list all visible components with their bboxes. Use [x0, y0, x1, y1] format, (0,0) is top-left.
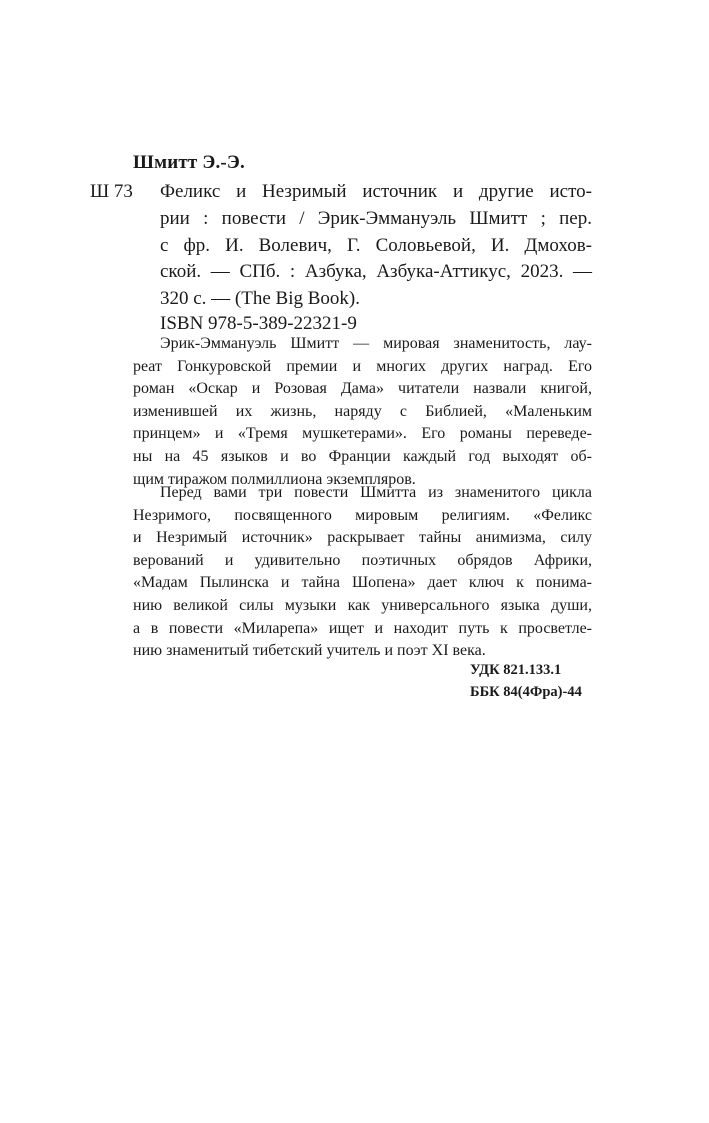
- annotation-line: Перед вами три повести Шмитта из знаменитого цикла: [160, 484, 592, 501]
- biblio-line: ской. — СПб. : Азбука, Азбука-Аттикус, 2023. —: [160, 261, 592, 283]
- annotation-line: нию знаменитый тибетский учитель и поэт XI века.: [133, 642, 486, 660]
- annotation-line: и Незримый источник» раскрывает тайны анимизма, силу: [133, 529, 592, 547]
- annotation-line: принцем» и «Тремя мушкетерами». Его романы переведе-: [133, 425, 592, 443]
- annotation-line: Незримого, посвященного мировым религиям. «Феликс: [133, 506, 592, 524]
- biblio-line: 320 с. — (The Big Book).: [160, 288, 361, 310]
- annotation-paragraph-2: [133, 482, 592, 663]
- annotation-line: изменившей их жизнь, наряду с Библией, «Маленьким: [133, 402, 592, 420]
- biblio-line: с фр. И. Волевич, Г. Соловьевой, И. Дмохов-: [160, 234, 592, 256]
- author-mark: Ш 73: [90, 181, 133, 202]
- author-heading: Шмитт Э.-Э.: [133, 152, 245, 173]
- udk-code: УДК 821.133.1: [470, 662, 562, 678]
- isbn: ISBN 978-5-389-22321-9: [160, 313, 357, 334]
- annotation-line: реат Гонкуровской премии и многих других наград. Его: [133, 357, 592, 375]
- annotation-line: а в повести «Миларепа» ищет и находит путь к просветле-: [133, 619, 592, 637]
- bbk-code: ББК 84(4Фра)-44: [470, 684, 582, 700]
- biblio-line: рии : повести / Эрик-Эммануэль Шмитт ; пер.: [160, 207, 592, 229]
- annotation-line: «Мадам Пылинска и тайна Шопена» дает ключ к понима-: [133, 574, 592, 592]
- annotation-line: ны на 45 языков и во Франции каждый год выходят об-: [133, 447, 592, 465]
- classification-codes: [470, 659, 582, 703]
- annotation-paragraph-1: [133, 333, 592, 491]
- annotation-line: верований и удивительно поэтичных обрядов Африки,: [133, 551, 592, 569]
- annotation-line: щим тиражом полмиллиона экземпляров.: [133, 470, 416, 488]
- annotation-line: роман «Оскар и Розовая Дама» читатели назвали книгой,: [133, 380, 592, 398]
- bibliographic-description: [160, 179, 592, 313]
- annotation-line: нию великой силы музыки как универсального языка души,: [133, 596, 592, 614]
- annotation-line: Эрик-Эммануэль Шмитт — мировая знаменитость, лау-: [160, 335, 592, 352]
- biblio-line: Феликс и Незримый источник и другие исто-: [160, 181, 592, 202]
